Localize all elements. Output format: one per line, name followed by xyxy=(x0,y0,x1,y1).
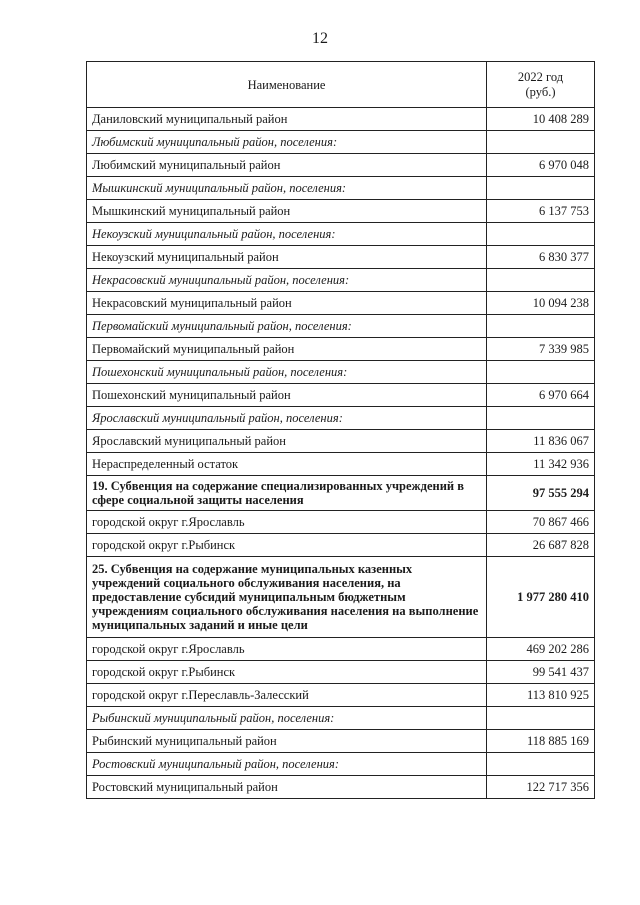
row-name: городской округ г.Рыбинск xyxy=(87,534,487,557)
group-heading-row xyxy=(87,315,595,338)
table-row xyxy=(87,684,595,707)
row-name: Первомайский муниципальный район, поселения: xyxy=(87,315,487,338)
table-row xyxy=(87,730,595,753)
row-value: 7 339 985 xyxy=(487,338,595,361)
row-name: Первомайский муниципальный район xyxy=(87,338,487,361)
subvention-row xyxy=(87,476,595,511)
table-row xyxy=(87,511,595,534)
table-row xyxy=(87,638,595,661)
budget-table xyxy=(86,61,595,799)
row-name: Некрасовский муниципальный район, поселения: xyxy=(87,269,487,292)
row-name: Некоузский муниципальный район, поселения: xyxy=(87,223,487,246)
row-value: 6 970 048 xyxy=(487,154,595,177)
table-row xyxy=(87,338,595,361)
row-value: 469 202 286 xyxy=(487,638,595,661)
row-name: Любимский муниципальный район, поселения: xyxy=(87,131,487,154)
row-name: Ярославский муниципальный район xyxy=(87,430,487,453)
table-row xyxy=(87,154,595,177)
group-heading-row xyxy=(87,223,595,246)
group-heading-row xyxy=(87,707,595,730)
table-row xyxy=(87,292,595,315)
table-row xyxy=(87,200,595,223)
group-heading-row xyxy=(87,753,595,776)
group-heading-row xyxy=(87,407,595,430)
table-row xyxy=(87,384,595,407)
row-value xyxy=(487,361,595,384)
row-value: 11 342 936 xyxy=(487,453,595,476)
row-value: 26 687 828 xyxy=(487,534,595,557)
row-value: 122 717 356 xyxy=(487,776,595,799)
row-value: 113 810 925 xyxy=(487,684,595,707)
row-value: 97 555 294 xyxy=(487,476,595,511)
group-heading-row xyxy=(87,269,595,292)
row-value: 99 541 437 xyxy=(487,661,595,684)
table-row xyxy=(87,246,595,269)
row-name: городской округ г.Переславль-Залесский xyxy=(87,684,487,707)
row-value: 6 137 753 xyxy=(487,200,595,223)
table-row xyxy=(87,430,595,453)
row-name: городской округ г.Ярославль xyxy=(87,638,487,661)
row-value: 118 885 169 xyxy=(487,730,595,753)
group-heading-row xyxy=(87,131,595,154)
row-name: Ярославский муниципальный район, поселения: xyxy=(87,407,487,430)
row-value xyxy=(487,223,595,246)
row-name: городской округ г.Рыбинск xyxy=(87,661,487,684)
table-row xyxy=(87,661,595,684)
row-name: Пошехонский муниципальный район xyxy=(87,384,487,407)
row-value: 6 970 664 xyxy=(487,384,595,407)
header-name: Наименование xyxy=(87,62,487,108)
row-value xyxy=(487,315,595,338)
row-name: Рыбинский муниципальный район xyxy=(87,730,487,753)
table-header-row xyxy=(87,62,595,108)
group-heading-row xyxy=(87,361,595,384)
row-name: Рыбинский муниципальный район, поселения: xyxy=(87,707,487,730)
row-name: 25. Субвенция на содержание муниципальных казенных учреждений социального обслуживания населения, на предоставление субсидий муниципальным бюджетным учреждениям социального обслуживания населения на выполнение муниципальных заданий и иные цели xyxy=(87,557,487,638)
row-name: Пошехонский муниципальный район, поселения: xyxy=(87,361,487,384)
header-year-label: 2022 год xyxy=(517,69,564,84)
row-name: Некоузский муниципальный район xyxy=(87,246,487,269)
row-name: Мышкинский муниципальный район, поселения: xyxy=(87,177,487,200)
table-row xyxy=(87,534,595,557)
row-name: 19. Субвенция на содержание специализированных учреждений в сфере социальной защиты населения xyxy=(87,476,487,511)
row-value: 10 094 238 xyxy=(487,292,595,315)
row-value: 1 977 280 410 xyxy=(487,557,595,638)
row-name: Нераспределенный остаток xyxy=(87,453,487,476)
subvention-row xyxy=(87,557,595,638)
group-heading-row xyxy=(87,177,595,200)
row-value xyxy=(487,407,595,430)
row-value: 70 867 466 xyxy=(487,511,595,534)
row-value: 10 408 289 xyxy=(487,108,595,131)
table-row xyxy=(87,108,595,131)
row-name: Любимский муниципальный район xyxy=(87,154,487,177)
row-value xyxy=(487,269,595,292)
row-name: Даниловский муниципальный район xyxy=(87,108,487,131)
row-value: 11 836 067 xyxy=(487,430,595,453)
row-value: 6 830 377 xyxy=(487,246,595,269)
row-value xyxy=(487,131,595,154)
table-row xyxy=(87,453,595,476)
header-year xyxy=(487,62,595,108)
row-name: Ростовский муниципальный район xyxy=(87,776,487,799)
row-value xyxy=(487,753,595,776)
row-name: городской округ г.Ярославль xyxy=(87,511,487,534)
header-unit-label: (руб.) xyxy=(525,84,556,99)
row-name: Мышкинский муниципальный район xyxy=(87,200,487,223)
page-number: 12 xyxy=(312,30,328,47)
row-value xyxy=(487,707,595,730)
row-name: Некрасовский муниципальный район xyxy=(87,292,487,315)
row-name: Ростовский муниципальный район, поселения: xyxy=(87,753,487,776)
table-body xyxy=(87,108,595,799)
table-row xyxy=(87,776,595,799)
row-value xyxy=(487,177,595,200)
